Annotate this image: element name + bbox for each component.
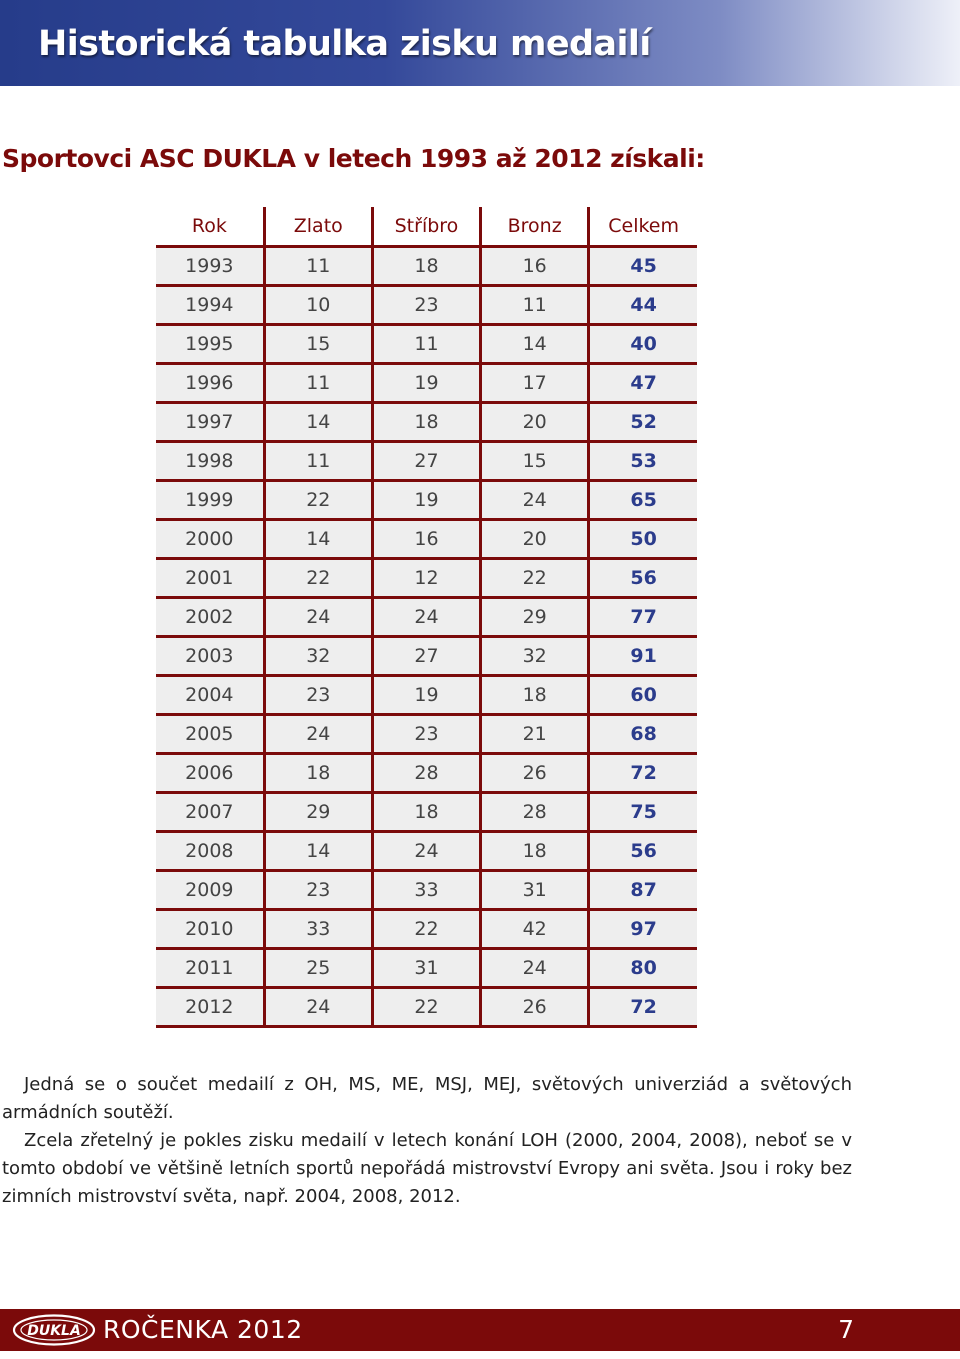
cell-total: 68 — [589, 714, 697, 753]
cell-year: 1995 — [156, 324, 264, 363]
cell-gold: 24 — [264, 987, 372, 1026]
cell-silver: 19 — [372, 363, 480, 402]
note-paragraph: Jedná se o součet medailí z OH, MS, ME, MSJ, MEJ, světových univerziád a světových armádních soutěží. — [2, 1074, 852, 1123]
cell-total: 45 — [589, 246, 697, 285]
cell-gold: 22 — [264, 558, 372, 597]
table-row — [156, 519, 697, 558]
cell-bronze: 18 — [481, 831, 589, 870]
footer-band — [0, 1309, 960, 1351]
cell-year: 1999 — [156, 480, 264, 519]
cell-bronze: 28 — [481, 792, 589, 831]
table-row — [156, 324, 697, 363]
cell-gold: 14 — [264, 831, 372, 870]
cell-total: 60 — [589, 675, 697, 714]
cell-bronze: 22 — [481, 558, 589, 597]
cell-gold: 23 — [264, 675, 372, 714]
medal-table — [156, 207, 697, 1028]
table-row — [156, 246, 697, 285]
cell-gold: 33 — [264, 909, 372, 948]
cell-bronze: 24 — [481, 948, 589, 987]
page-title: Historická tabulka zisku medailí — [38, 24, 651, 64]
cell-silver: 24 — [372, 597, 480, 636]
column-header-bronze: Bronz — [481, 207, 589, 246]
cell-bronze: 42 — [481, 909, 589, 948]
cell-gold: 11 — [264, 363, 372, 402]
table-row — [156, 480, 697, 519]
cell-gold: 14 — [264, 519, 372, 558]
cell-gold: 22 — [264, 480, 372, 519]
cell-bronze: 32 — [481, 636, 589, 675]
cell-year: 2001 — [156, 558, 264, 597]
table-row — [156, 909, 697, 948]
cell-silver: 18 — [372, 402, 480, 441]
table-row — [156, 831, 697, 870]
cell-silver: 33 — [372, 870, 480, 909]
cell-total: 44 — [589, 285, 697, 324]
table-row — [156, 558, 697, 597]
cell-bronze: 11 — [481, 285, 589, 324]
cell-year: 2004 — [156, 675, 264, 714]
cell-year: 1994 — [156, 285, 264, 324]
table-row — [156, 441, 697, 480]
cell-silver: 11 — [372, 324, 480, 363]
cell-total: 91 — [589, 636, 697, 675]
cell-silver: 27 — [372, 441, 480, 480]
cell-silver: 31 — [372, 948, 480, 987]
header-band — [0, 0, 960, 86]
cell-gold: 29 — [264, 792, 372, 831]
cell-silver: 18 — [372, 246, 480, 285]
column-header-silver: Stříbro — [372, 207, 480, 246]
table-row — [156, 714, 697, 753]
cell-total: 65 — [589, 480, 697, 519]
table-row — [156, 987, 697, 1026]
cell-total: 53 — [589, 441, 697, 480]
note-paragraph: Zcela zřetelný je pokles zisku medailí v letech konání LOH (2000, 2004, 2008), neboť se v tomto období ve většině letních sportů nepořádá mistrovství Evropy ani světa. Jsou i roky bez zimních mistrovství světa, např. 2004, 2008, 2012. — [2, 1130, 852, 1207]
cell-gold: 15 — [264, 324, 372, 363]
cell-bronze: 24 — [481, 480, 589, 519]
cell-year: 2009 — [156, 870, 264, 909]
cell-silver: 23 — [372, 714, 480, 753]
notes — [2, 1071, 852, 1211]
dukla-logo-icon — [12, 1313, 96, 1347]
cell-total: 80 — [589, 948, 697, 987]
cell-bronze: 26 — [481, 987, 589, 1026]
cell-gold: 11 — [264, 246, 372, 285]
cell-total: 97 — [589, 909, 697, 948]
logo-text: DUKLA — [27, 1323, 81, 1339]
cell-year: 2008 — [156, 831, 264, 870]
table-row — [156, 792, 697, 831]
cell-gold: 32 — [264, 636, 372, 675]
cell-silver: 18 — [372, 792, 480, 831]
cell-total: 56 — [589, 558, 697, 597]
table-row — [156, 636, 697, 675]
cell-silver: 24 — [372, 831, 480, 870]
cell-year: 2011 — [156, 948, 264, 987]
cell-year: 2006 — [156, 753, 264, 792]
cell-silver: 27 — [372, 636, 480, 675]
column-header-total: Celkem — [589, 207, 697, 246]
cell-bronze: 21 — [481, 714, 589, 753]
cell-gold: 23 — [264, 870, 372, 909]
cell-year: 2007 — [156, 792, 264, 831]
cell-bronze: 15 — [481, 441, 589, 480]
cell-total: 72 — [589, 753, 697, 792]
column-header-gold: Zlato — [264, 207, 372, 246]
cell-total: 87 — [589, 870, 697, 909]
table-body — [156, 246, 697, 1026]
table-row — [156, 753, 697, 792]
cell-total: 40 — [589, 324, 697, 363]
cell-total: 56 — [589, 831, 697, 870]
cell-year: 2005 — [156, 714, 264, 753]
cell-year: 2003 — [156, 636, 264, 675]
cell-total: 47 — [589, 363, 697, 402]
cell-silver: 22 — [372, 909, 480, 948]
cell-year: 1996 — [156, 363, 264, 402]
table-header-row — [156, 207, 697, 246]
table-row — [156, 948, 697, 987]
table-row — [156, 675, 697, 714]
cell-silver: 22 — [372, 987, 480, 1026]
cell-silver: 16 — [372, 519, 480, 558]
cell-bronze: 16 — [481, 246, 589, 285]
table-row — [156, 402, 697, 441]
cell-gold: 24 — [264, 714, 372, 753]
cell-silver: 19 — [372, 675, 480, 714]
cell-gold: 18 — [264, 753, 372, 792]
cell-gold: 25 — [264, 948, 372, 987]
column-header-year: Rok — [156, 207, 264, 246]
cell-silver: 19 — [372, 480, 480, 519]
table-row — [156, 870, 697, 909]
cell-total: 75 — [589, 792, 697, 831]
cell-total: 72 — [589, 987, 697, 1026]
cell-total: 50 — [589, 519, 697, 558]
table-row — [156, 597, 697, 636]
cell-year: 1997 — [156, 402, 264, 441]
cell-total: 52 — [589, 402, 697, 441]
cell-bronze: 20 — [481, 402, 589, 441]
page-number: 7 — [838, 1315, 854, 1344]
footer-label: ROČENKA 2012 — [103, 1315, 303, 1344]
cell-silver: 28 — [372, 753, 480, 792]
cell-bronze: 17 — [481, 363, 589, 402]
cell-year: 2002 — [156, 597, 264, 636]
cell-bronze: 18 — [481, 675, 589, 714]
cell-year: 1998 — [156, 441, 264, 480]
cell-total: 77 — [589, 597, 697, 636]
cell-year: 1993 — [156, 246, 264, 285]
cell-bronze: 14 — [481, 324, 589, 363]
cell-gold: 24 — [264, 597, 372, 636]
page-subtitle: Sportovci ASC DUKLA v letech 1993 až 2012 získali: — [2, 144, 705, 173]
table-row — [156, 363, 697, 402]
table-row — [156, 285, 697, 324]
cell-bronze: 20 — [481, 519, 589, 558]
cell-silver: 23 — [372, 285, 480, 324]
cell-bronze: 31 — [481, 870, 589, 909]
cell-year: 2012 — [156, 987, 264, 1026]
cell-year: 2010 — [156, 909, 264, 948]
cell-bronze: 29 — [481, 597, 589, 636]
cell-bronze: 26 — [481, 753, 589, 792]
cell-silver: 12 — [372, 558, 480, 597]
cell-gold: 14 — [264, 402, 372, 441]
cell-gold: 10 — [264, 285, 372, 324]
cell-year: 2000 — [156, 519, 264, 558]
cell-gold: 11 — [264, 441, 372, 480]
